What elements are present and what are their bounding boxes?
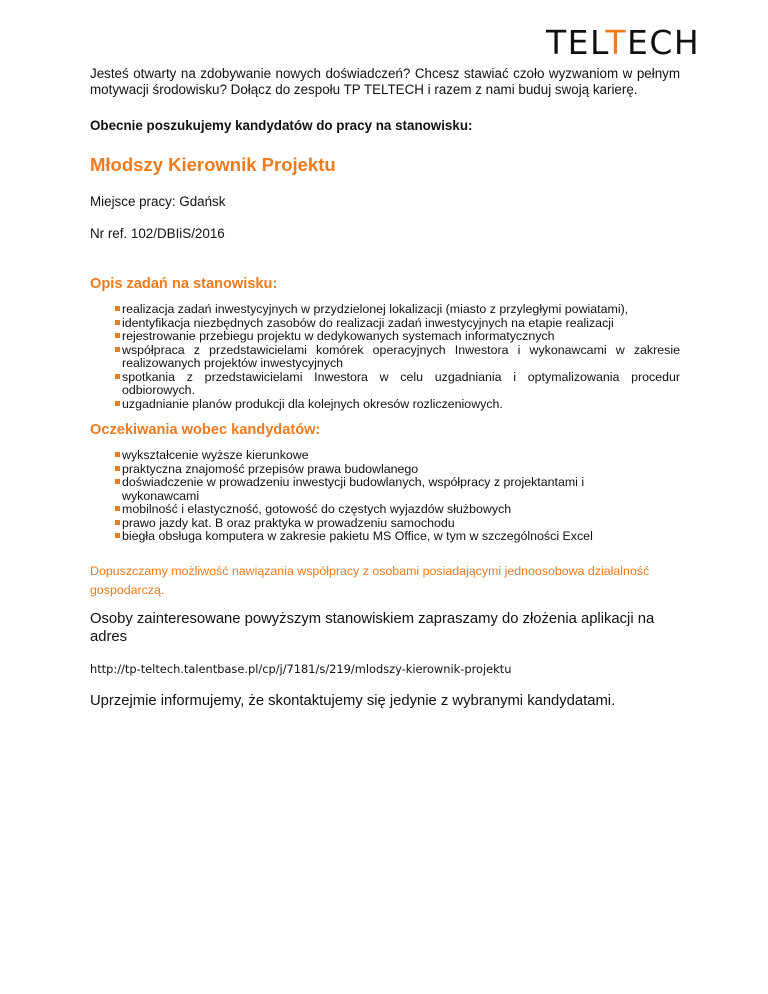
- bullet-square-icon: [115, 452, 120, 457]
- bullet-square-icon: [115, 479, 120, 484]
- closing-text: Uprzejmie informujemy, że skontaktujemy się jedynie z wybranymi kandydatami.: [90, 692, 616, 709]
- job-reference: Nr ref. 102/DBIiS/2016: [90, 226, 225, 241]
- job-location: Miejsce pracy: Gdańsk: [90, 194, 226, 209]
- bullet-square-icon: [115, 506, 120, 511]
- logo-text: TELTECH: [546, 22, 701, 62]
- list-item: uzgadnianie planów produkcji dla kolejnych okresów rozliczeniowych.: [90, 398, 680, 412]
- list-item: współpraca z przedstawicielami komórek operacyjnych Inwestora i wykonawcami w zakresie realizowanych projektów inwestycyjnych: [90, 344, 680, 371]
- list-item: praktyczna znajomość przepisów prawa budowlanego: [90, 463, 680, 477]
- tasks-list: [90, 303, 680, 411]
- bullet-square-icon: [115, 306, 120, 311]
- job-offer: [90, 66, 680, 710]
- company-logo: [546, 22, 726, 62]
- bullet-square-icon: [115, 520, 120, 525]
- bullet-square-icon: [115, 374, 120, 379]
- looking-for-heading: Obecnie poszukujemy kandydatów do pracy na stanowisku:: [90, 118, 473, 133]
- list-item: spotkania z przedstawicielami Inwestora w celu uzgadniania i optymalizowania procedur odbiorowych.: [90, 371, 680, 398]
- tasks-heading: Opis zadań na stanowisku:: [90, 276, 278, 292]
- application-link[interactable]: http://tp-teltech.talentbase.pl/cp/j/7181/s/219/mlodszy-kierownik-projektu: [90, 661, 512, 676]
- bullet-square-icon: [115, 320, 120, 325]
- logo-accent-letter: T: [605, 22, 628, 62]
- list-item: prawo jazdy kat. B oraz praktyka w prowadzeniu samochodu: [90, 517, 680, 531]
- bullet-square-icon: [115, 347, 120, 352]
- list-item: wykształcenie wyższe kierunkowe: [90, 449, 680, 463]
- expectations-list: [90, 449, 680, 544]
- list-item: mobilność i elastyczność, gotowość do częstych wyjazdów służbowych: [90, 503, 680, 517]
- bullet-square-icon: [115, 401, 120, 406]
- intro-text: Jesteś otwarty na zdobywanie nowych doświadczeń? Chcesz stawiać czoło wyzwaniom w pełnym motywacji środowisku? Dołącz do zespołu TP TELTECH i razem z nami buduj swoją karierę.: [90, 66, 680, 97]
- list-item: identyfikacja niezbędnych zasobów do realizacji zadań inwestycyjnych na etapie realizacji: [90, 317, 680, 331]
- bullet-square-icon: [115, 466, 120, 471]
- list-item: realizacja zadań inwestycyjnych w przydzielonej lokalizacji (miasto z przyległymi powiatami),: [90, 303, 680, 317]
- application-invite: Osoby zainteresowane powyższym stanowiskiem zapraszamy do złożenia aplikacji na adres: [90, 610, 655, 645]
- job-title: Młodszy Kierownik Projektu: [90, 154, 336, 175]
- self-employment-note: Dopuszczamy możliwość nawiązania współpracy z osobami posiadającymi jednoosobowa działalność gospodarczą.: [90, 563, 650, 597]
- list-item: biegła obsługa komputera w zakresie pakietu MS Office, w tym w szczególności Excel: [90, 530, 680, 544]
- bullet-square-icon: [115, 333, 120, 338]
- list-item: rejestrowanie przebiegu projektu w dedykowanych systemach informatycznych: [90, 330, 680, 344]
- list-item: doświadczenie w prowadzeniu inwestycji budowlanych, współpracy z projektantami i wykonawcami: [90, 476, 680, 503]
- bullet-square-icon: [115, 533, 120, 538]
- expectations-heading: Oczekiwania wobec kandydatów:: [90, 422, 321, 438]
